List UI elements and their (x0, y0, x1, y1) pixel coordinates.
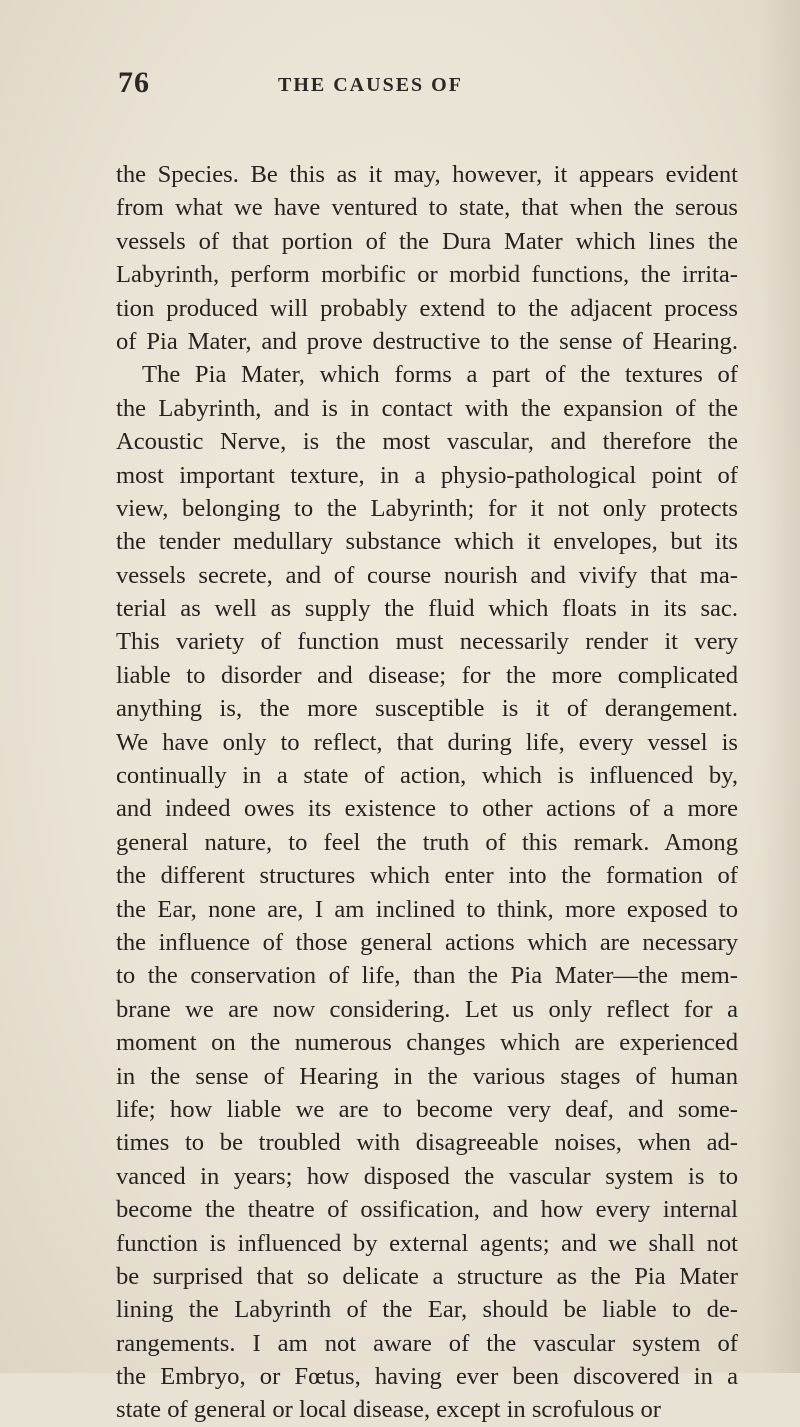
text-line: state of general or local disease, except in scrofulous or (116, 1396, 661, 1424)
text-line: the different structures which enter into the formation of (116, 862, 738, 890)
text-line: terial as well as supply the fluid which floats in its sac. (116, 595, 738, 623)
text-line: life; how liable we are to become very deaf, and some- (116, 1095, 738, 1123)
text-line: brane we are now considering. Let us only reflect for a (116, 995, 738, 1023)
text-line: of Pia Mater, and prove destructive to the sense of Hearing. (116, 327, 738, 355)
text-line: We have only to reflect, that during life, every vessel is (116, 728, 738, 756)
text-line: general nature, to feel the truth of this remark. Among (116, 828, 738, 856)
text-line: vessels secrete, and of course nourish and vivify that ma- (116, 561, 738, 589)
text-line: most important texture, in a physio-pathological point of (116, 461, 738, 489)
text-line: liable to disorder and disease; for the more complicated (116, 661, 738, 689)
text-line: rangements. I am not aware of the vascular system of (116, 1329, 738, 1357)
text-line: times to be troubled with disagreeable noises, when ad- (116, 1129, 738, 1157)
text-line: function is influenced by external agents; and we shall not (116, 1229, 738, 1257)
running-head-title: THE CAUSES OF (278, 74, 463, 96)
body-text (116, 158, 738, 1427)
text-line: from what we have ventured to state, that when the serous (116, 194, 738, 222)
running-head (118, 66, 678, 106)
text-line: tion produced will probably extend to the adjacent process (116, 294, 738, 322)
text-line: view, belonging to the Labyrinth; for it not only protects (116, 494, 738, 522)
text-line: to the conservation of life, than the Pia Mater—the mem- (116, 962, 738, 990)
text-line: lining the Labyrinth of the Ear, should be liable to de- (116, 1296, 738, 1324)
text-line: moment on the numerous changes which are experienced (116, 1029, 738, 1057)
text-line: the Embryo, or Fœtus, having ever been discovered in a (116, 1363, 738, 1391)
text-line: the Species. Be this as it may, however, it appears evident (116, 161, 738, 188)
text-line: and indeed owes its existence to other actions of a more (116, 795, 738, 823)
text-line: anything is, the more susceptible is it of derangement. (116, 695, 738, 723)
text-line: become the theatre of ossification, and how every internal (116, 1196, 738, 1224)
text-line: Acoustic Nerve, is the most vascular, and therefore the (116, 428, 738, 456)
text-line: the influence of those general actions which are necessary (116, 928, 738, 956)
text-line: vanced in years; how disposed the vascular system is to (116, 1162, 738, 1190)
text-line: vessels of that portion of the Dura Mater which lines the (116, 227, 738, 255)
text-line: Labyrinth, perform morbific or morbid functions, the irrita- (116, 261, 738, 289)
page-edge-shadow (760, 0, 800, 1373)
text-line: The Pia Mater, which forms a part of the textures of (142, 361, 738, 389)
text-line: in the sense of Hearing in the various stages of human (116, 1062, 738, 1090)
text-line: the Ear, none are, I am inclined to think, more exposed to (116, 895, 738, 923)
text-line: continually in a state of action, which is influenced by, (116, 762, 738, 790)
page-number: 76 (118, 66, 150, 99)
text-line: This variety of function must necessarily render it very (116, 628, 738, 656)
text-line: the tender medullary substance which it envelopes, but its (116, 528, 738, 556)
text-line: the Labyrinth, and is in contact with the expansion of the (116, 394, 738, 422)
text-line: be surprised that so delicate a structure as the Pia Mater (116, 1262, 738, 1290)
